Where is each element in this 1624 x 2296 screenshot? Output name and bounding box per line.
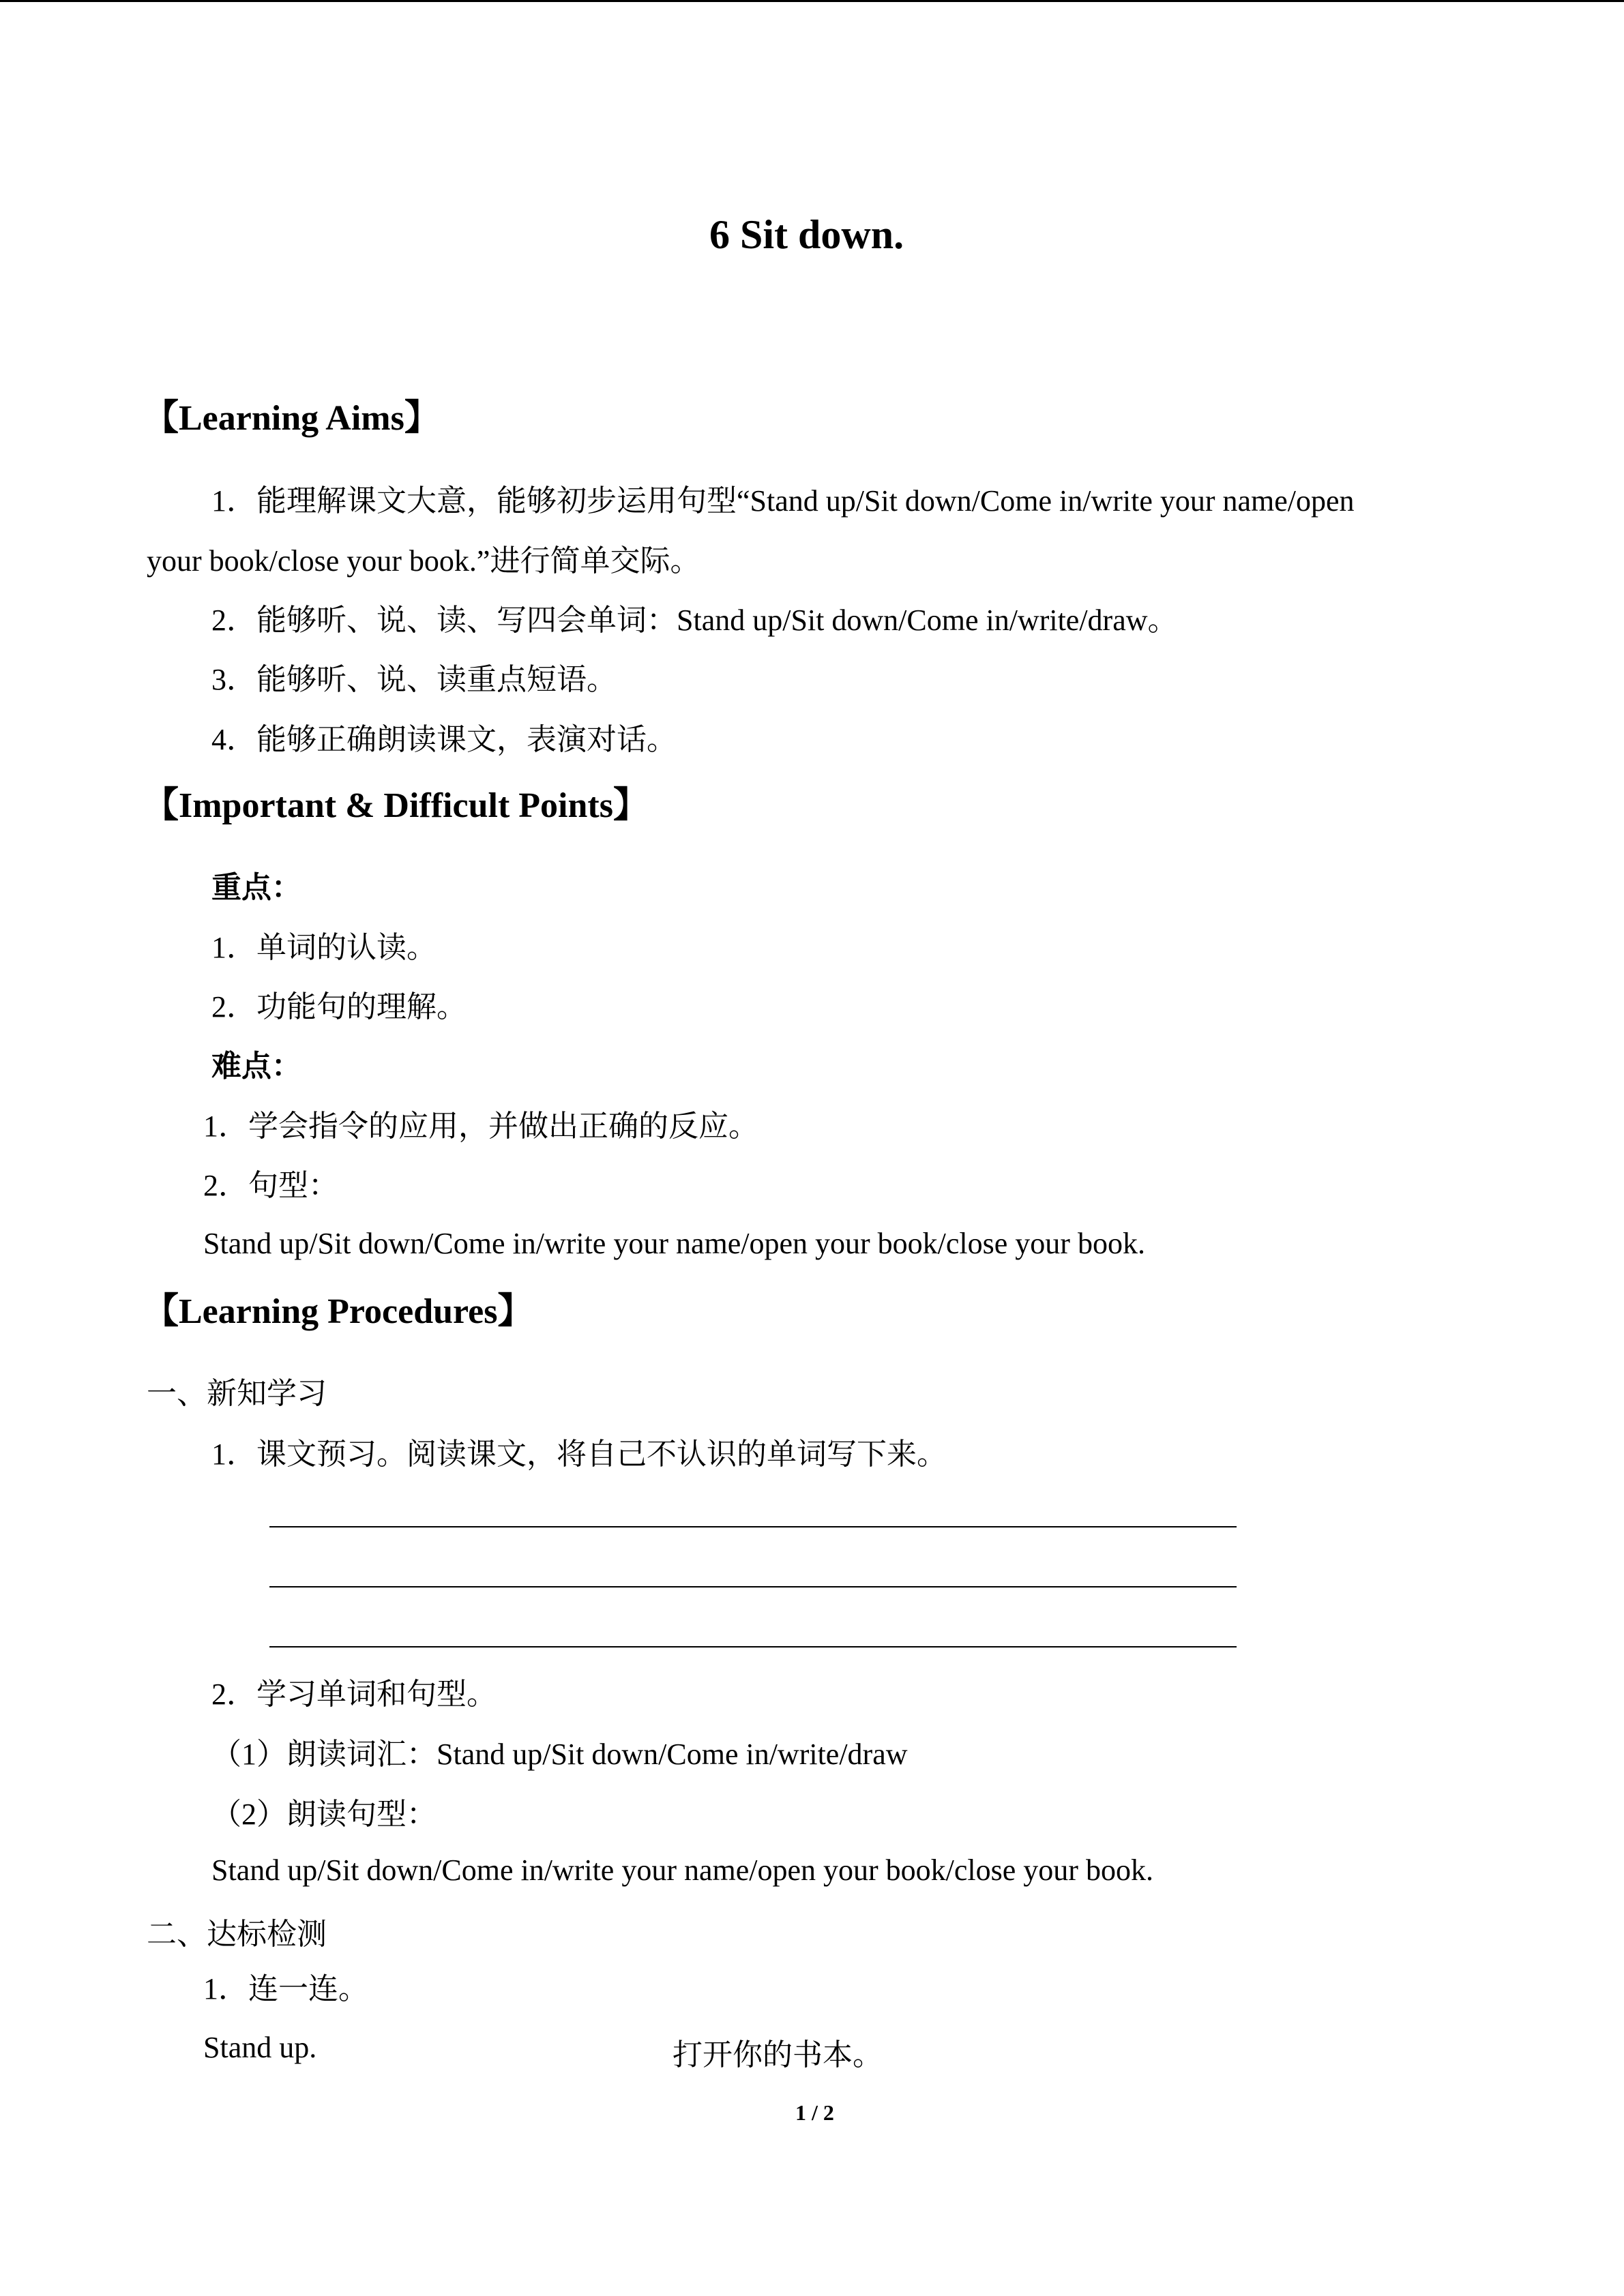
difficult-points-label: 难点： xyxy=(211,1049,301,1083)
heading-important-difficult-points: 【Important & Difficult Points】 xyxy=(143,786,649,825)
key-points-label: 重点： xyxy=(211,871,301,904)
step-2-vocabulary: （1）朗读词汇：Stand up/Sit down/Come in/write/draw xyxy=(211,1738,908,1771)
part-1-heading: 一、新知学习 xyxy=(147,1377,327,1410)
difficult-point-1: 1．学会指令的应用，并做出正确的反应。 xyxy=(203,1109,758,1143)
difficult-point-2: 2．句型： xyxy=(203,1169,338,1202)
check-1: 1．连一连。 xyxy=(203,1972,368,2006)
heading-learning-aims: 【Learning Aims】 xyxy=(143,399,440,438)
heading-learning-procedures: 【Learning Procedures】 xyxy=(143,1292,533,1331)
aim-3: 3．能够听、说、读重点短语。 xyxy=(211,663,617,696)
page-title: 6 Sit down. xyxy=(709,212,904,257)
step-2: 2．学习单词和句型。 xyxy=(211,1678,497,1711)
answer-line-1[interactable] xyxy=(269,1526,1237,1527)
step-2-sentences-label: （2）朗读句型： xyxy=(211,1798,437,1831)
aim-2: 2．能够听、说、读、写四会单词：Stand up/Sit down/Come in/write/draw。 xyxy=(211,603,1178,637)
key-point-1: 1．单词的认读。 xyxy=(211,931,437,964)
page-number: 1 / 2 xyxy=(795,2100,834,2125)
page-top-border xyxy=(0,0,1624,2)
answer-line-3[interactable] xyxy=(269,1646,1237,1648)
aim-1-line-1: 1．能理解课文大意，能够初步运用句型“Stand up/Sit down/Come in/write your name/open xyxy=(211,484,1355,518)
aim-1-line-2: your book/close your book.”进行简单交际。 xyxy=(147,544,700,578)
step-2-sentences: Stand up/Sit down/Come in/write your name/open your book/close your book. xyxy=(211,1853,1153,1887)
step-1: 1．课文预习。阅读课文，将自己不认识的单词写下来。 xyxy=(211,1437,947,1471)
match-right-item: 打开你的书本。 xyxy=(673,2038,883,2072)
answer-line-2[interactable] xyxy=(269,1586,1237,1587)
part-2-heading: 二、达标检测 xyxy=(147,1918,327,1951)
key-point-2: 2．功能句的理解。 xyxy=(211,990,467,1024)
difficult-sentence: Stand up/Sit down/Come in/write your name/open your book/close your book. xyxy=(203,1227,1145,1260)
match-left-item: Stand up. xyxy=(203,2031,317,2064)
aim-4: 4．能够正确朗读课文，表演对话。 xyxy=(211,723,677,756)
